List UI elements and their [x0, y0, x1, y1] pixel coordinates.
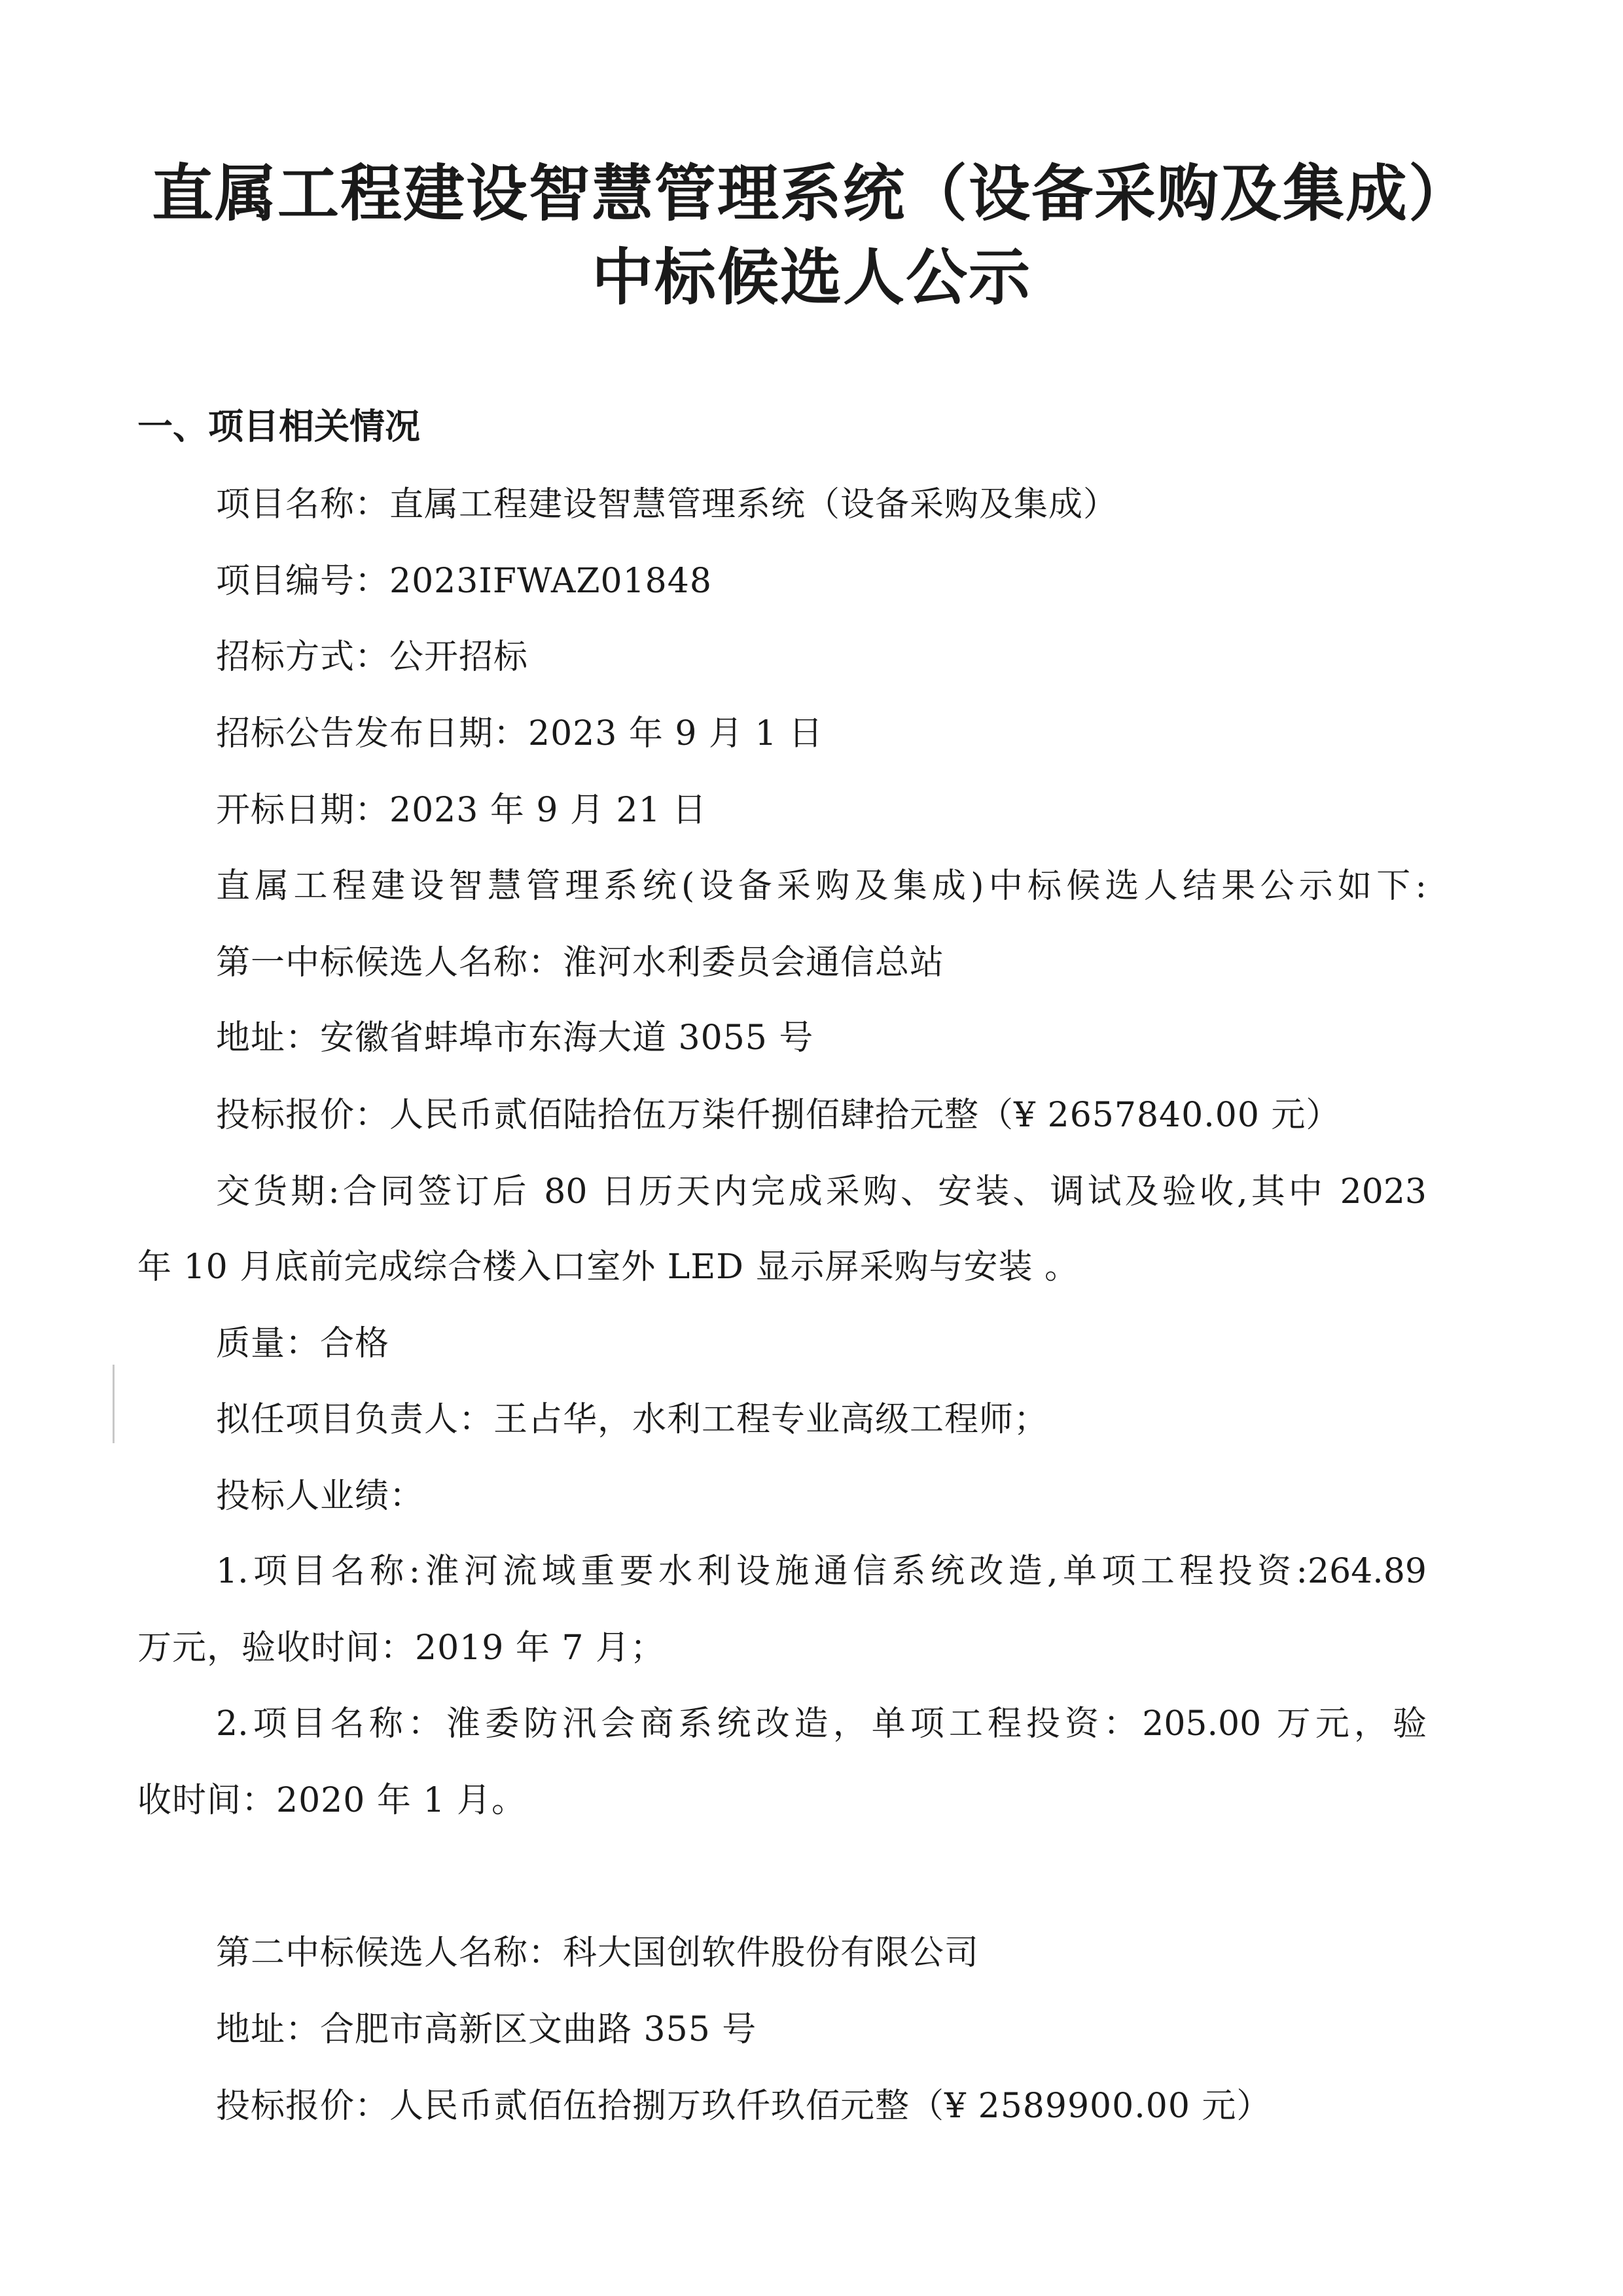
- performance-item-2-line-1: 2.项目名称：淮委防汛会商系统改造，单项工程投资：205.00 万元，验: [216, 1704, 1427, 1744]
- first-candidate-bid-price-line: 投标报价：人民币贰佰陆拾伍万柒仟捌佰肆拾元整（¥ 2657840.00 元）: [216, 1096, 1341, 1135]
- scan-margin-mark: [113, 1365, 115, 1443]
- bid-opening-date-line: 开标日期：2023 年 9 月 21 日: [216, 791, 707, 830]
- document-title-line-1: 直属工程建设智慧管理系统（设备采购及集成）: [151, 158, 1471, 230]
- first-candidate-address-line: 地址：安徽省蚌埠市东海大道 3055 号: [216, 1018, 814, 1058]
- project-manager-line: 拟任项目负责人：王占华，水利工程专业高级工程师；: [216, 1400, 1049, 1439]
- bidder-performance-heading: 投标人业绩：: [216, 1477, 425, 1516]
- performance-item-1-line-1: 1.项目名称:淮河流域重要水利设施通信系统改造,单项工程投资:264.89: [216, 1552, 1427, 1591]
- second-candidate-address-line: 地址：合肥市高新区文曲路 355 号: [216, 2010, 757, 2049]
- project-number-line: 项目编号：2023IFWAZ01848: [216, 562, 712, 601]
- tender-method-line: 招标方式：公开招标: [216, 637, 529, 677]
- project-name-line: 项目名称：直属工程建设智慧管理系统（设备采购及集成）: [216, 485, 1118, 524]
- delivery-period-line-2: 年 10 月底前完成综合楼入口室外 LED 显示屏采购与安装 。: [137, 1247, 1079, 1287]
- performance-item-1-line-2: 万元，验收时间：2019 年 7 月；: [137, 1628, 666, 1668]
- second-candidate-name-line: 第二中标候选人名称：科大国创软件股份有限公司: [216, 1933, 980, 1973]
- result-intro-line: 直属工程建设智慧管理系统(设备采购及集成)中标候选人结果公示如下:: [216, 867, 1427, 906]
- performance-item-2-line-2: 收时间：2020 年 1 月。: [137, 1781, 527, 1820]
- delivery-period-line-1: 交货期:合同签订后 80 日历天内完成采购、安装、调试及验收,其中 2023: [216, 1172, 1427, 1211]
- section-heading-project-info: 一、项目相关情况: [137, 406, 420, 447]
- document-title-line-2: 中标候选人公示: [591, 242, 1031, 314]
- second-candidate-bid-price-line: 投标报价：人民币贰佰伍拾捌万玖仟玖佰元整（¥ 2589900.00 元）: [216, 2087, 1272, 2126]
- first-candidate-name-line: 第一中标候选人名称：淮河水利委员会通信总站: [216, 943, 945, 982]
- quality-line: 质量：合格: [216, 1324, 390, 1363]
- announcement-date-line: 招标公告发布日期：2023 年 9 月 1 日: [216, 714, 824, 753]
